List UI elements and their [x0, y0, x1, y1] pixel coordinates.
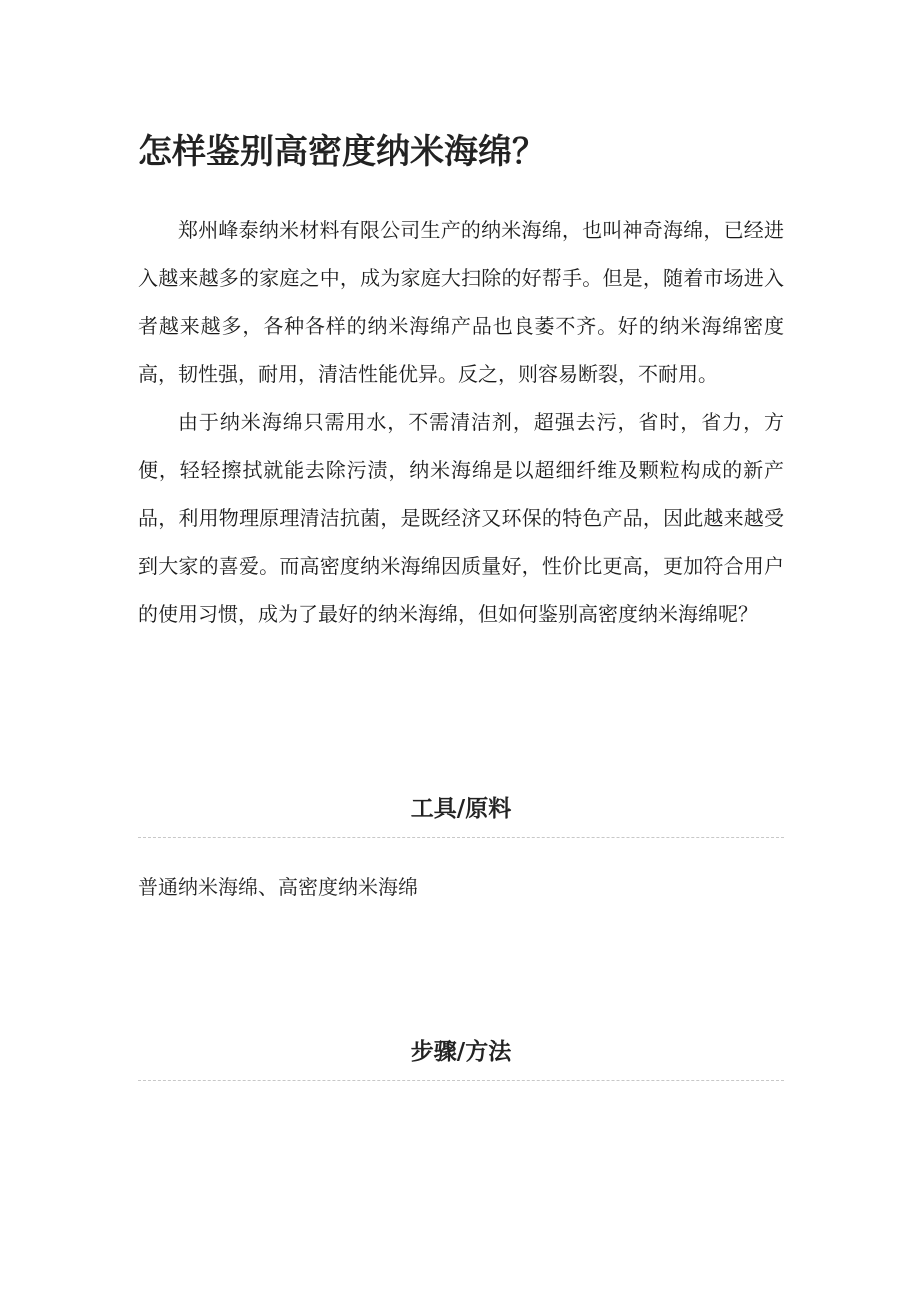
intro-paragraph: 郑州峰泰纳米材料有限公司生产的纳米海绵，也叫神奇海绵，已经进入越来越多的家庭之中，成为家庭大扫除的好帮手。但是，随着市场进入者越来越多，各种各样的纳米海绵产品也良萎不齐。好的纳米海绵密度高，韧性强，耐用，清洁性能优异。反之，则容易断裂，不耐用。 [138, 218, 784, 386]
benefits-paragraph: 由于纳米海绵只需用水，不需清洁剂，超强去污，省时，省力，方便，轻轻擦拭就能去除污渍，纳米海绵是以超细纤维及颗粒构成的新产品，利用物理原理清洁抗菌，是既经济又环保的特色产品，因此越来越受到大家的喜爱。而高密度纳米海绵因质量好，性价比更高，更加符合用户的使用习惯，成为了最好的纳米海绵，但如何鉴别高密度纳米海绵呢？ [138, 410, 784, 626]
article-body [138, 206, 784, 638]
tools-section-heading: 工具/原料 [410, 796, 512, 822]
steps-section-divider [138, 1080, 784, 1081]
tools-materials-text: 普通纳米海绵、高密度纳米海绵 [138, 875, 418, 899]
steps-section-heading: 步骤/方法 [410, 1039, 512, 1065]
article-title: 怎样鉴别高密度纳米海绵？ [138, 132, 546, 172]
tools-section-divider [138, 837, 784, 838]
